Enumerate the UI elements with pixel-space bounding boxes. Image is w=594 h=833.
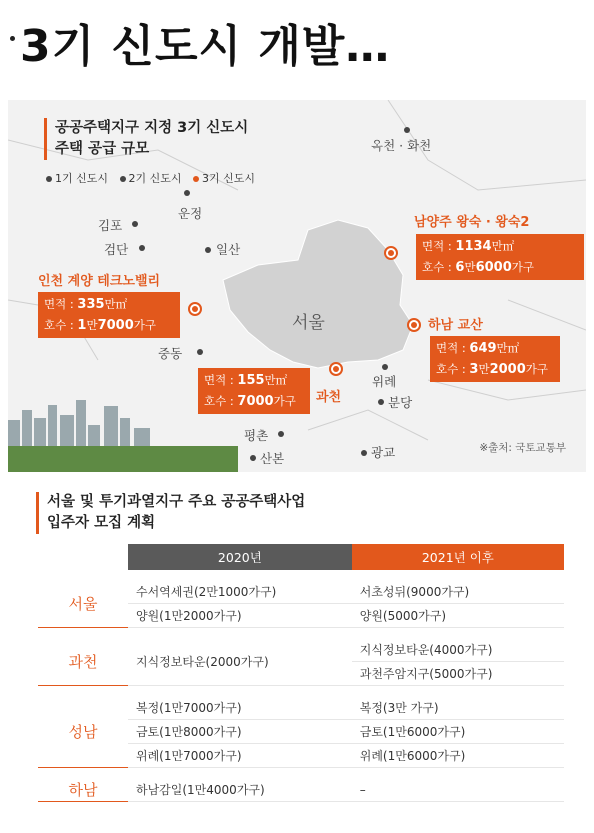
cell-2020: 위례(1만7000가구) (128, 744, 352, 768)
city-cell: 하남 (38, 778, 128, 802)
legend-item-2: 2기 신도시 (120, 172, 182, 185)
cell-2021: 금토(1만6000가구) (352, 720, 564, 744)
city-cell: 성남 (38, 696, 128, 768)
site-box-incheon: 면적 : 335만㎡ 호수 : 1만7000가구 (38, 292, 180, 338)
cell-2021: 지식정보타운(4000가구) (352, 638, 564, 662)
col-header-2020: 2020년 (128, 544, 352, 570)
table-title (36, 492, 305, 534)
place-dot (382, 364, 388, 370)
green-strip (8, 446, 238, 472)
seoul-label: 서울 (292, 313, 325, 333)
headline-bar (0, 0, 594, 88)
cell-2021: 복정(3만 가구) (352, 696, 564, 720)
table-row (38, 638, 564, 662)
place-gimpo: 김포 (98, 218, 123, 233)
cell-2020: 하남감일(1만4000가구) (128, 778, 352, 802)
map-legend (46, 170, 263, 186)
site-marker-incheon (188, 302, 202, 316)
place-dot (361, 450, 367, 456)
site-marker-gwacheon (329, 362, 343, 376)
place-dot (378, 399, 384, 405)
place-ilsan: 일산 (216, 242, 241, 257)
map-section (8, 100, 586, 472)
cell-2021: 서초성뒤(9000가구) (352, 580, 564, 604)
place-geomdan: 검단 (104, 242, 129, 257)
cell-2020: 수서역세권(2만1000가구) (128, 580, 352, 604)
site-name-hanam: 하남 교산 (428, 318, 483, 333)
cell-2020: 복정(1만7000가구) (128, 696, 352, 720)
site-box-gwacheon: 면적 : 155만㎡ 호수 : 7000가구 (198, 368, 310, 414)
city-cell: 서울 (38, 580, 128, 628)
headline-text: 3기 신도시 개발… (20, 21, 391, 72)
place-dot (132, 221, 138, 227)
cell-2021: 양원(5000가구) (352, 604, 564, 628)
place-dot (278, 431, 284, 437)
table-row (38, 696, 564, 720)
place-dot (184, 190, 190, 196)
table-title-line2: 입주자 모집 계획 (47, 515, 156, 531)
cell-2021: 위례(1만6000가구) (352, 744, 564, 768)
seoul-land (223, 220, 413, 368)
map-title-line2: 주택 공급 규모 (55, 141, 150, 157)
place-dot (250, 455, 256, 461)
place-dot (197, 349, 203, 355)
place-gwanggyo: 광교 (371, 445, 396, 460)
cell-2020: 지식정보타운(2000가구) (128, 638, 352, 686)
site-name-incheon: 인천 계양 테크노밸리 (38, 274, 161, 289)
site-name-gwacheon: 과천 (316, 390, 342, 405)
source-note: ※출처: 국토교통부 (479, 442, 566, 454)
bullet-dot (10, 36, 15, 41)
site-marker-namyangju (384, 246, 398, 260)
place-pyeongchon: 평촌 (244, 428, 269, 443)
table-row (38, 580, 564, 604)
place-sanbon: 산본 (260, 451, 285, 466)
site-box-namyangju: 면적 : 1134만㎡ 호수 : 6만6000가구 (416, 234, 584, 280)
site-box-hanam: 면적 : 649만㎡ 호수 : 3만2000가구 (430, 336, 560, 382)
table-corner (38, 544, 128, 570)
table-row (38, 778, 564, 802)
table-title-line1: 서울 및 투기과열지구 주요 공공주택사업 (47, 494, 306, 510)
cell-2020: 양원(1만2000가구) (128, 604, 352, 628)
place-bundang: 분당 (388, 395, 413, 410)
place-okcheon: 옥천 · 화천 (371, 138, 432, 153)
city-cell: 과천 (38, 638, 128, 686)
place-wirye: 위례 (372, 374, 397, 389)
site-name-namyangju: 남양주 왕숙 · 왕숙2 (414, 215, 530, 230)
place-unjeong: 운정 (178, 206, 203, 221)
cell-2021: – (352, 778, 564, 802)
map-title (44, 118, 248, 160)
legend-item-3: 3기 신도시 (193, 172, 255, 185)
col-header-2021: 2021년 이후 (352, 544, 564, 570)
place-dot (139, 245, 145, 251)
recruitment-table (38, 544, 564, 802)
place-dot (205, 247, 211, 253)
cell-2020: 금토(1만8000가구) (128, 720, 352, 744)
cell-2021: 과천주암지구(5000가구) (352, 662, 564, 686)
place-jungdong: 중동 (158, 346, 183, 361)
map-title-line1: 공공주택지구 지정 3기 신도시 (55, 120, 249, 136)
legend-item-1: 1기 신도시 (46, 172, 108, 185)
place-dot (404, 127, 410, 133)
site-marker-hanam (407, 318, 421, 332)
